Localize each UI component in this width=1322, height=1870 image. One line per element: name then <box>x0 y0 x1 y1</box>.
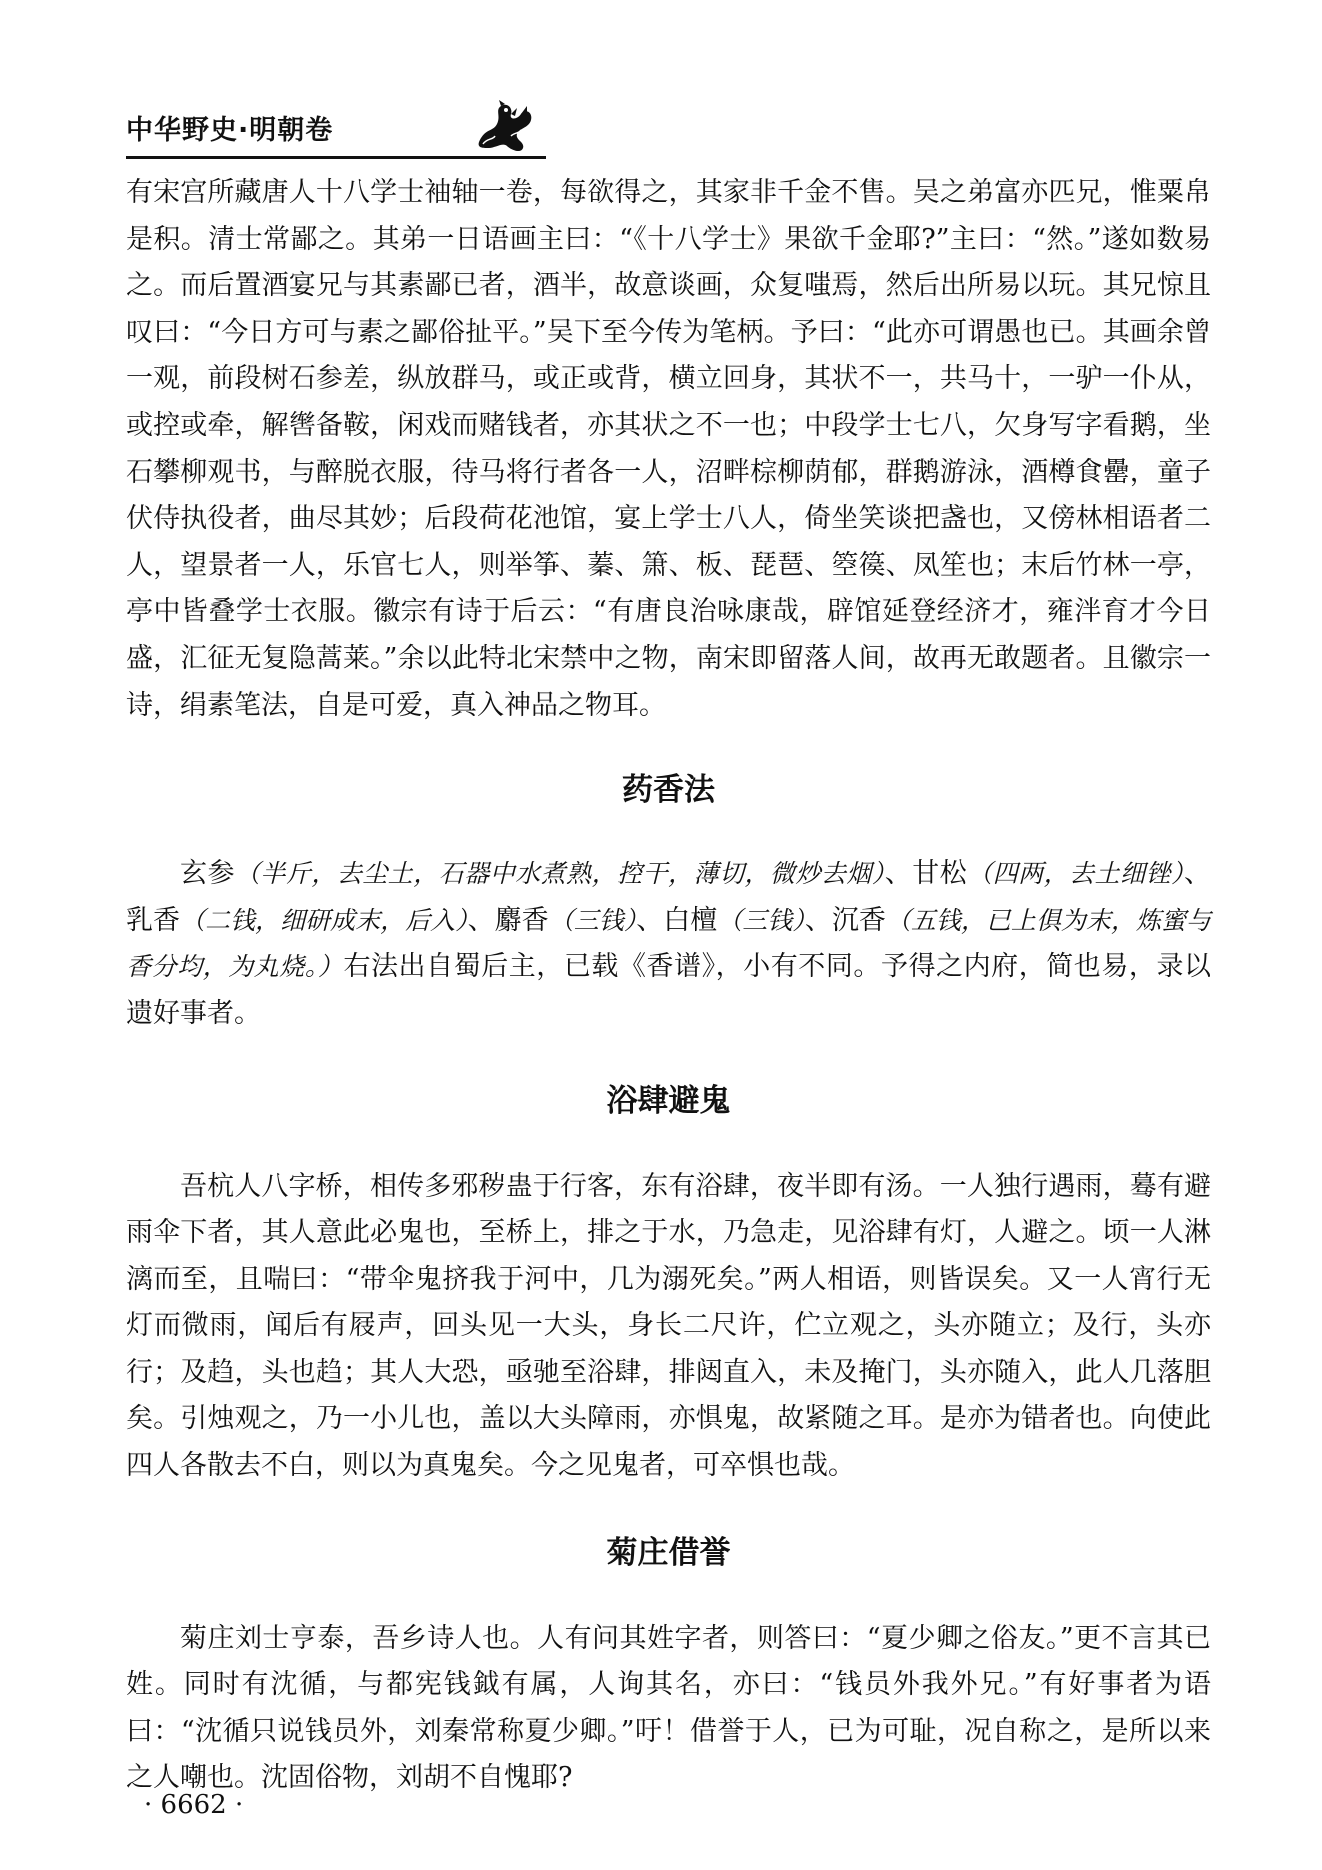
dragon-icon <box>471 98 541 156</box>
running-header <box>126 98 546 160</box>
ingredient-name: 、白檀 <box>636 904 718 936</box>
ingredient-note: （三钱） <box>717 905 805 935</box>
ingredient-note: （四两，去土细锉） <box>967 859 1185 889</box>
ingredient-note: （半斤，去尘土，石器中水煮熟，控干，薄切，微炒去烟） <box>234 859 885 889</box>
ingredient-name: 玄参 <box>180 858 235 890</box>
section-title-bathhouse: 浴肆避鬼 <box>606 1082 731 1119</box>
paragraph-painting: 有宋宫所藏唐人十八学士袖轴一卷，每欲得之，其家非千金不售。吴之弟富亦匹兄，惟粟帛是积。清士常鄙之。其弟一日语画主曰：“《十八学士》果欲千金耶?”主曰：“然。”遂如数易之。而后置酒宴兄与其素鄙已者，酒半，故意谈画，众复嗤焉，然后出所易以玩。其兄惊且叹曰：“今日方可与素之鄙俗扯平。”吴下至今传为笔柄。予曰：“此亦可谓愚也已。其画余曾一观，前段树石参差，纵放群马，或正或背，横立回身，其状不一，共马十，一驴一仆从，或控或牵，解辔备鞍，闲戏而赌钱者，亦其状之不一也；中段学士七八，欠身写字看鹅，坐石攀柳观书，与醉脱衣服，待马将行者各一人，沼畔棕柳荫郁，群鹅游泳，酒樽食罍，童子伏侍执役者，曲尽其妙；后段荷花池馆，宴上学士八人，倚坐笑谈把盏也，又傍林相语者二人，望景者一人，乐官七人，则举筝、蓁、箫、板、琵琶、箜篌、凤笙也；末后竹林一亭，亭中皆叠学士衣服。徽宗有诗于后云：“有唐良治咏康哉，辟馆延登经济才，雍泮育才今日盛，汇征无复隐蒿莱。”余以此特北宋禁中之物，南宋即留落人间，故再无敢题者。且徽宗一诗，绢素笔法，自是可爱，真入神品之物耳。 <box>126 177 1211 721</box>
paragraph-juzhuang: 菊庄刘士亨泰，吾乡诗人也。人有问其姓字者，则答曰：“夏少卿之俗友。”更不言其已姓。同时有沈循，与都宪钱鉞有属，人询其名，亦曰：“钱员外我外兄。”有好事者为语曰：“沈循只说钱员外，刘秦常称夏少卿。”吁！借誉于人，已为可耻，况自称之，是所以来之人嘲也。沈固俗物，刘胡不自愧耶? <box>126 1622 1211 1794</box>
section-title-incense: 药香法 <box>622 772 715 809</box>
ingredient-name: 、甘松 <box>884 858 968 890</box>
section-title-juzhuang: 菊庄借誉 <box>606 1534 731 1571</box>
ingredient-note: （三钱） <box>548 905 637 935</box>
ingredient-note: （二钱，细研成末，后入） <box>180 905 468 935</box>
ingredient-name: 、麝香 <box>467 904 549 936</box>
header-rule <box>126 156 546 159</box>
paragraph-bathhouse: 吾杭人八字桥，相传多邪秽蛊于行客，东有浴肆，夜半即有汤。一人独行遇雨，蓦有避雨伞下者，其人意此必鬼也，至桥上，排之于水，乃急走，见浴肆有灯，人避之。顷一人淋漓而至，且喘曰：“带伞鬼挤我于河中，几为溺死矣。”两人相语，则皆误矣。又一人宵行无灯而微雨，闻后有屐声，回头见一大头，身长二尺许，伫立观之，头亦随立；及行，头亦行；及趋，头也趋；其人大恐，亟驰至浴肆，排闼直入，未及掩门，头亦随入，此人几落胆矣。引烛观之，乃一小儿也，盖以大头障雨，亦惧鬼，故紧随之耳。是亦为错者也。向使此四人各散去不白，则以为真鬼矣。今之见鬼者，可卒惧也哉。 <box>126 1170 1211 1482</box>
incense-remark: 右法出自蜀后主，已载《香谱》，小有不同。予得之内府，简也易，录以遗好事者。 <box>126 951 1211 1029</box>
ingredient-note: （五钱，已上俱为末，炼蜜与香分均，为丸烧。） <box>126 905 1211 982</box>
ingredient-name: 、乳香 <box>126 858 1212 936</box>
book-title: 中华野史·明朝卷 <box>126 115 334 146</box>
ingredient-name: 、沉香 <box>804 904 886 936</box>
page-body <box>126 170 1211 1802</box>
page-number: · 6662 · <box>144 1790 244 1820</box>
paragraph-incense <box>126 851 1211 1037</box>
